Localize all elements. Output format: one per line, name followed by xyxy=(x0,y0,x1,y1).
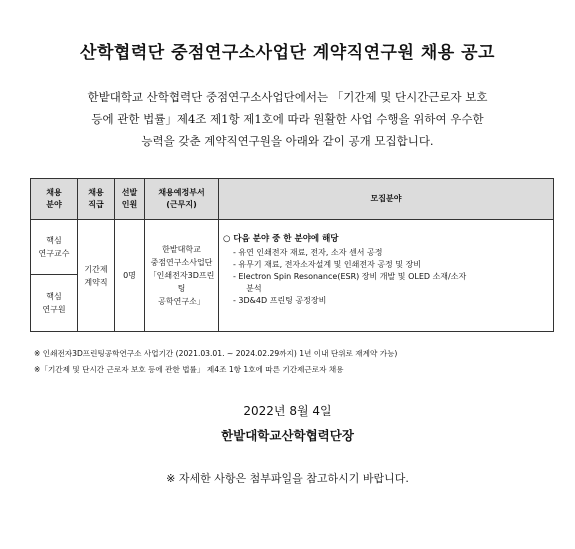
note-line: ※「기간제 및 단시간 근로자 보호 등에 관한 법률」 제4조 1항 1호에 따른 기간제근로자 채용 xyxy=(34,365,344,374)
recruitment-table xyxy=(30,178,554,332)
field-cell: 핵심 연구원 xyxy=(31,275,78,332)
intro-line: 한밭대학교 산학협력단 중점연구소사업단에서는 「기간제 및 단시간근로자 보호 xyxy=(87,90,488,104)
header-rank: 채용 직급 xyxy=(78,179,115,220)
attachment-notice: ※ 자세한 사항은 첨부파일을 참고하시기 바랍니다. xyxy=(166,472,409,485)
recruit-area-item: - 유무기 재료, 전자소자설계 및 인쇄전자 공정 및 장비 xyxy=(233,260,422,269)
header-recruit-area: 모집분야 xyxy=(219,179,554,220)
intro-paragraph xyxy=(30,86,545,152)
announcement-date: 2022년 8월 4일 xyxy=(243,404,332,418)
intro-line: 능력을 갖춘 계약직연구원을 아래와 같이 공개 모집합니다. xyxy=(141,134,434,148)
recruit-area-item: 분석 xyxy=(241,284,262,293)
recruit-area-cell xyxy=(219,220,554,332)
header-count: 선발 인원 xyxy=(115,179,145,220)
intro-line: 등에 관한 법률」제4조 제1항 제1호에 따라 원활한 사업 수행을 위하여 우수한 xyxy=(91,112,484,126)
recruit-area-item: - Electron Spin Resonance(ESR) 장비 개발 및 OLED 소재/소자 xyxy=(233,272,467,281)
notes xyxy=(34,346,397,378)
header-dept: 채용예정부서 (근무지) xyxy=(145,179,219,220)
page-title: 산학협력단 중점연구소사업단 계약직연구원 채용 공고 xyxy=(80,43,495,63)
field-cell: 핵심 연구교수 xyxy=(31,220,78,275)
rank-cell: 기간제 계약직 xyxy=(78,220,115,332)
recruit-area-item: - 3D&4D 프린팅 공정장비 xyxy=(233,296,327,305)
recruit-area-item: - 유연 인쇄전자 재료, 전자, 소자 센서 공정 xyxy=(233,248,383,257)
dept-cell: 한밭대학교 중점연구소사업단 「인쇄전자3D프린팅 공학연구소」 xyxy=(145,220,219,332)
table-header-row xyxy=(31,179,554,220)
count-cell: 0명 xyxy=(115,220,145,332)
note-line: ※ 인쇄전자3D프린팅공학연구소 사업기간 (2021.03.01. ~ 2024.02.29까지) 1년 이내 단위로 재계약 가능) xyxy=(34,349,398,358)
recruit-area-heading: ○ 다음 분야 중 한 분야에 해당 xyxy=(223,234,339,244)
table-row xyxy=(31,220,554,275)
issuer-name: 한밭대학교산학협력단장 xyxy=(221,428,354,443)
header-field: 채용 분야 xyxy=(31,179,78,220)
